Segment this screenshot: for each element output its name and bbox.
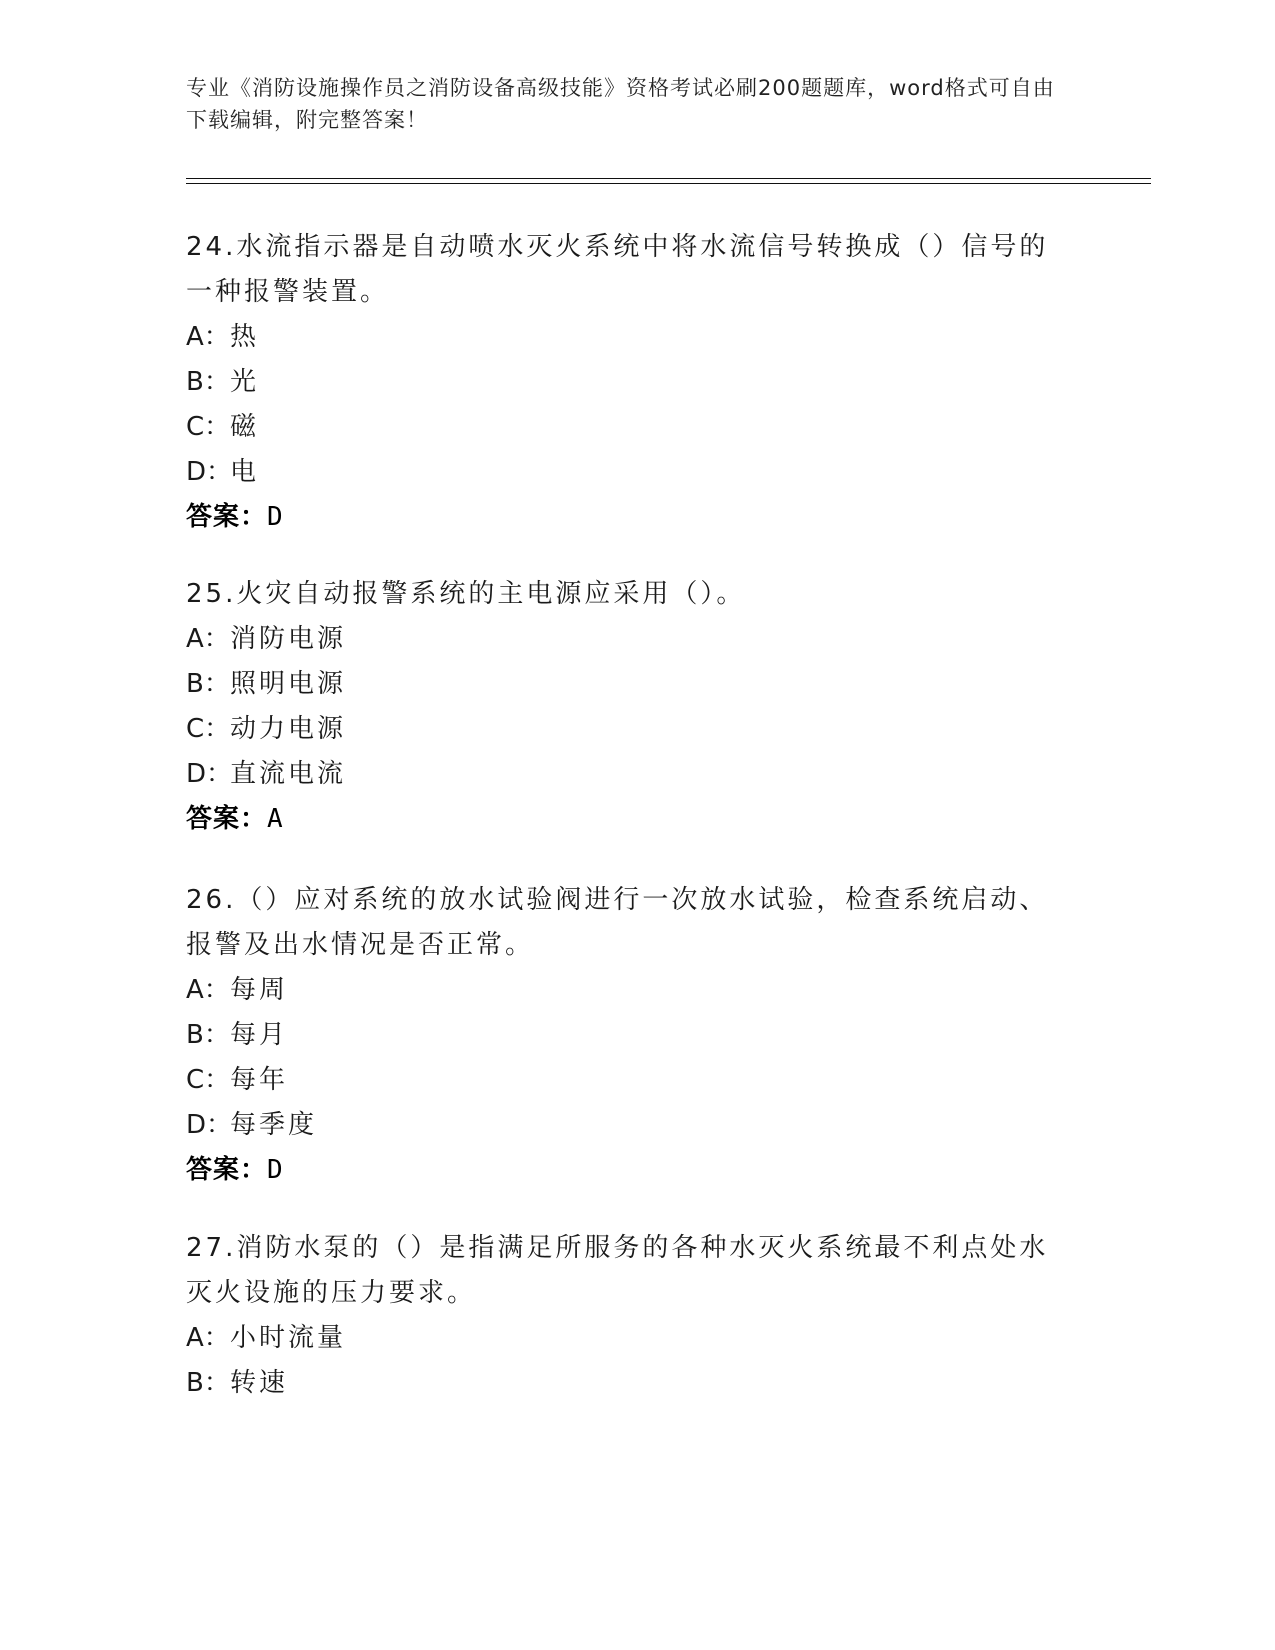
option-text: 磁 xyxy=(230,412,260,442)
question-stem: 25.火灾自动报警系统的主电源应采用（）。 xyxy=(186,579,746,609)
option-key: A： xyxy=(186,624,230,654)
option-key: D： xyxy=(186,1110,233,1140)
option-a xyxy=(186,617,1066,662)
answer-label: 答案： xyxy=(186,1155,268,1185)
option-d xyxy=(186,450,1066,495)
option-key: A： xyxy=(186,322,230,352)
option-a xyxy=(186,1316,1066,1361)
option-text: 电 xyxy=(230,457,260,487)
question-27 xyxy=(186,1226,1066,1406)
option-b xyxy=(186,1013,1066,1058)
option-text: 每季度 xyxy=(230,1110,318,1140)
option-key: C： xyxy=(186,412,231,442)
option-text: 小时流量 xyxy=(230,1323,347,1353)
option-text: 直流电流 xyxy=(230,759,347,789)
option-text: 每年 xyxy=(230,1065,289,1095)
answer-value: D xyxy=(267,502,284,532)
option-a xyxy=(186,968,1066,1013)
option-key: B： xyxy=(186,1020,230,1050)
answer-label: 答案： xyxy=(186,502,268,532)
question-stem: 26.（）应对系统的放水试验阀进行一次放水试验，检查系统启动、报警及出水情况是否正常。 xyxy=(186,885,1049,960)
option-a xyxy=(186,315,1066,360)
document-header: 专业《消防设施操作员之消防设备高级技能》资格考试必刷200题题库，word格式可自由下载编辑，附完整答案！ xyxy=(186,76,1055,132)
option-b xyxy=(186,360,1066,405)
answer-label: 答案： xyxy=(186,804,268,834)
option-b xyxy=(186,1361,1066,1406)
option-text: 每周 xyxy=(230,975,289,1005)
option-text: 消防电源 xyxy=(230,624,347,654)
answer-line xyxy=(186,1148,1066,1193)
question-stem: 24.水流指示器是自动喷水灭火系统中将水流信号转换成（）信号的一种报警装置。 xyxy=(186,232,1049,307)
question-26 xyxy=(186,878,1066,1193)
option-text: 每月 xyxy=(230,1020,289,1050)
option-key: D： xyxy=(186,457,233,487)
option-c xyxy=(186,707,1066,752)
question-stem: 27.消防水泵的（）是指满足所服务的各种水灭火系统最不利点处水灭火设施的压力要求。 xyxy=(186,1233,1049,1308)
option-text: 转速 xyxy=(230,1368,289,1398)
answer-line xyxy=(186,797,1066,842)
option-key: D： xyxy=(186,759,233,789)
option-key: B： xyxy=(186,367,230,397)
option-key: A： xyxy=(186,975,230,1005)
option-b xyxy=(186,662,1066,707)
option-text: 动力电源 xyxy=(230,714,347,744)
option-text: 热 xyxy=(230,322,260,352)
option-key: C： xyxy=(186,1065,231,1095)
header-divider-top xyxy=(186,178,1151,179)
answer-value: A xyxy=(267,804,284,834)
option-key: B： xyxy=(186,1368,230,1398)
header-divider-bottom xyxy=(186,183,1151,184)
option-key: C： xyxy=(186,714,231,744)
question-24 xyxy=(186,225,1066,540)
answer-line xyxy=(186,495,1066,540)
option-c xyxy=(186,1058,1066,1103)
option-d xyxy=(186,752,1066,797)
option-c xyxy=(186,405,1066,450)
option-d xyxy=(186,1103,1066,1148)
answer-value: D xyxy=(267,1155,284,1185)
option-key: A： xyxy=(186,1323,230,1353)
option-text: 照明电源 xyxy=(230,669,347,699)
option-key: B： xyxy=(186,669,230,699)
question-25 xyxy=(186,572,1066,842)
option-text: 光 xyxy=(230,367,260,397)
